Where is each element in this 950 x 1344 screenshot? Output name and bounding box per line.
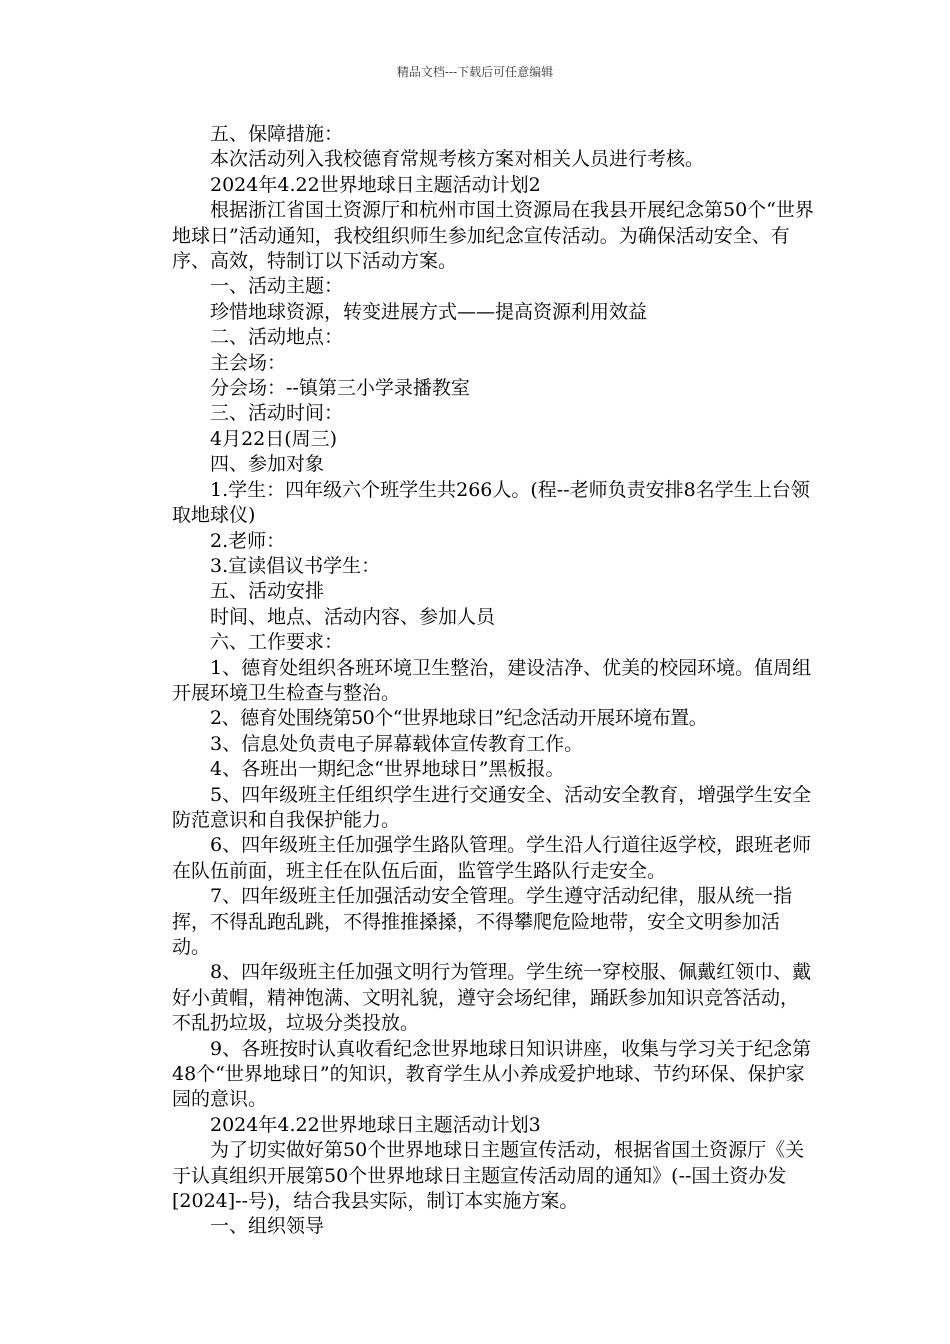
paragraph-5: 一、活动主题： <box>210 275 344 298</box>
paragraph-23: 5、四年级班主任组织学生进行交通安全、活动安全教育，增强学生安全防范意识和自我保护能力。 <box>172 783 812 831</box>
paragraph-17: 时间、地点、活动内容、参加人员 <box>210 605 496 628</box>
paragraph-8: 主会场： <box>210 351 287 374</box>
paragraph-29: 为了切实做好第50个世界地球日主题宣传活动，根据省国土资源厅《关于认真组织开展第50个世界地球日主题宣传活动周的通知》(--国土资办发[2024]--号)，结合我县实际，制订本实施方案。 <box>172 1139 805 1213</box>
paragraph-15: 3.宣读倡议书学生： <box>210 554 381 577</box>
paragraph-1: 五、保障措施： <box>210 123 344 145</box>
paragraph-19: 1、德育处组织各班环境卫生整治，建设洁净、优美的校园环境。值周组开展环境卫生检查与整治。 <box>172 656 812 704</box>
document-body <box>172 122 814 1240</box>
paragraph-7: 二、活动地点： <box>210 326 344 349</box>
paragraph-11: 4月22日(周三) <box>210 427 338 450</box>
page-header: 精品文档---下载后可任意编辑 <box>396 65 554 79</box>
paragraph-27: 9、各班按时认真收看纪念世界地球日知识讲座，收集与学习关于纪念第48个“世界地球日”的知识，教育学生从小养成爱护地球、节约环保、保护家园的意识。 <box>172 1037 812 1111</box>
paragraph-12: 四、参加对象 <box>210 453 325 476</box>
paragraph-13: 1.学生：四年级六个班学生共266人。(程--老师负责安排8名学生上台领取地球仪) <box>172 478 810 527</box>
paragraph-2: 本次活动列入我校德育常规考核方案对相关人员进行考核。 <box>210 148 705 171</box>
paragraph-20: 2、德育处围绕第50个“世界地球日”纪念活动开展环境布置。 <box>210 707 708 730</box>
paragraph-18: 六、工作要求： <box>210 631 344 654</box>
paragraph-26: 8、四年级班主任加强文明行为管理。学生统一穿校服、佩戴红领巾、戴好小黄帽，精神饱满、文明礼貌，遵守会场纪律，踊跃参加知识竞答活动，不乱扔垃圾，垃圾分类投放。 <box>172 961 812 1035</box>
paragraph-30: 一、组织领导 <box>210 1215 325 1238</box>
paragraph-24: 6、四年级班主任加强学生路队管理。学生沿人行道往返学校，跟班老师在队伍前面，班主任在队伍后面，监管学生路队行走安全。 <box>172 834 812 882</box>
paragraph-3: 2024年4.22世界地球日主题活动计划2 <box>210 173 541 196</box>
paragraph-22: 4、各班出一期纪念“世界地球日”黑板报。 <box>210 758 565 781</box>
paragraph-25: 7、四年级班主任加强活动安全管理。学生遵守活动纪律，服从统一指挥，不得乱跑乱跳，不得推推搡搡，不得攀爬危险地带，安全文明参加活动。 <box>172 885 793 958</box>
paragraph-10: 三、活动时间： <box>210 402 344 425</box>
paragraph-6: 珍惜地球资源，转变进展方式——提高资源利用效益 <box>210 300 648 323</box>
paragraph-14: 2.老师： <box>210 529 286 552</box>
paragraph-28: 2024年4.22世界地球日主题活动计划3 <box>210 1113 541 1136</box>
paragraph-9: 分会场：--镇第三小学录播教室 <box>210 377 470 400</box>
paragraph-21: 3、信息处负责电子屏幕载体宣传教育工作。 <box>210 732 584 755</box>
paragraph-16: 五、活动安排 <box>210 580 325 603</box>
paragraph-4: 根据浙江省国土资源厅和杭州市国土资源局在我县开展纪念第50个“世界地球日”活动通知，我校组织师生参加纪念宣传活动。为确保活动安全、有序、高效，特制订以下活动方案。 <box>172 199 814 273</box>
